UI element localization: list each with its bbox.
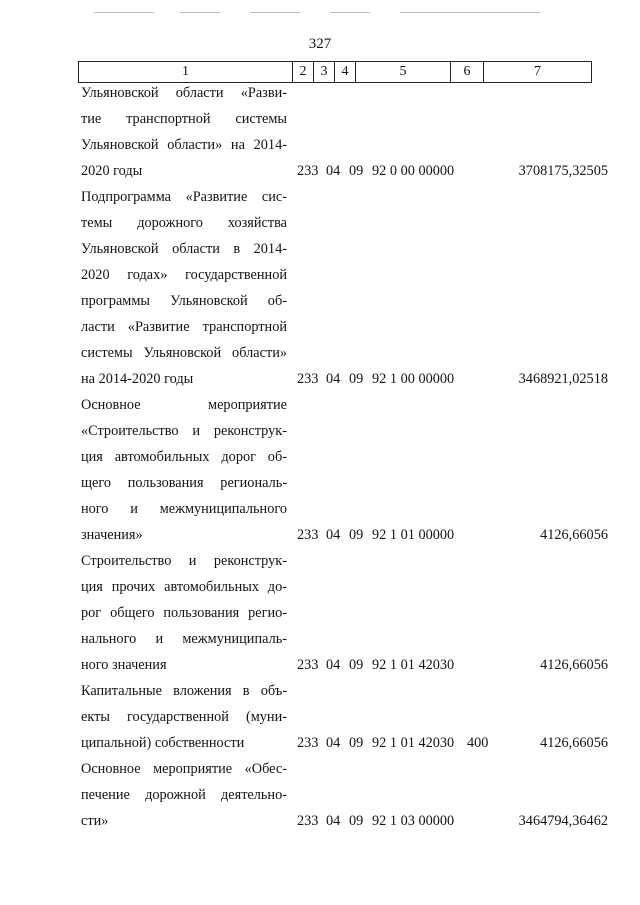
target-article-code: 92 1 00 00000	[372, 371, 455, 387]
section-code: 04	[326, 813, 341, 829]
amount: 3464794,36462	[518, 813, 608, 829]
target-article-code: 92 1 01 42030	[372, 735, 455, 751]
description-line: нального и межмуниципаль-	[81, 631, 287, 647]
description-line: системы Ульяновской области»	[81, 345, 287, 361]
description-line: рог общего пользования регио-	[81, 605, 287, 621]
description-line: на 2014-2020 годы	[81, 371, 194, 387]
admin-code: 233	[297, 527, 319, 543]
description-line: ного и межмуниципального	[81, 501, 287, 517]
table-row	[0, 756, 640, 834]
column-header-3: 3	[314, 62, 335, 83]
subsection-code: 09	[349, 813, 364, 829]
section-code: 04	[326, 163, 341, 179]
description-line: Капитальные вложения в объ-	[81, 683, 287, 699]
section-code: 04	[326, 371, 341, 387]
section-code: 04	[326, 657, 341, 673]
description-line: 2020 годах» государственной	[81, 267, 287, 283]
admin-code: 233	[297, 813, 319, 829]
description-line: значения»	[81, 527, 143, 543]
description-line: тие транспортной системы	[81, 111, 287, 127]
amount: 3468921,02518	[518, 371, 608, 387]
row-description	[81, 756, 287, 834]
target-article-code: 92 1 01 42030	[372, 657, 455, 673]
scan-artifact	[330, 12, 370, 13]
amount: 4126,66056	[540, 735, 608, 751]
amount: 4126,66056	[540, 657, 608, 673]
row-description	[81, 548, 287, 678]
amount: 3708175,32505	[518, 163, 608, 179]
description-line: Ульяновской области «Разви-	[81, 85, 287, 101]
description-line: Основное мероприятие	[81, 397, 287, 413]
subsection-code: 09	[349, 527, 364, 543]
admin-code: 233	[297, 735, 319, 751]
target-article-code: 92 0 00 00000	[372, 163, 455, 179]
amount: 4126,66056	[540, 527, 608, 543]
target-article-code: 92 1 01 00000	[372, 527, 455, 543]
subsection-code: 09	[349, 657, 364, 673]
description-line: 2020 годы	[81, 163, 143, 179]
row-description	[81, 678, 287, 756]
description-line: Ульяновской области в 2014-	[81, 241, 287, 257]
scan-artifact	[250, 12, 300, 13]
description-line: ного значения	[81, 657, 167, 673]
row-description	[81, 184, 287, 392]
expense-type-code: 400	[467, 735, 489, 751]
column-header-5: 5	[356, 62, 451, 83]
description-line: щего пользования региональ-	[81, 475, 287, 491]
column-header-6: 6	[451, 62, 484, 83]
description-line: Строительство и реконструк-	[81, 553, 287, 569]
subsection-code: 09	[349, 371, 364, 387]
column-header-7: 7	[484, 62, 592, 83]
section-code: 04	[326, 527, 341, 543]
table-row	[0, 80, 640, 184]
description-line: ция автомобильных дорог об-	[81, 449, 287, 465]
scan-artifact	[94, 12, 154, 13]
description-line: екты государственной (муни-	[81, 709, 287, 725]
description-line: темы дорожного хозяйства	[81, 215, 287, 231]
table-row	[0, 392, 640, 548]
subsection-code: 09	[349, 163, 364, 179]
column-header-2: 2	[293, 62, 314, 83]
target-article-code: 92 1 03 00000	[372, 813, 455, 829]
table-row	[0, 548, 640, 678]
admin-code: 233	[297, 371, 319, 387]
column-header-4: 4	[335, 62, 356, 83]
column-header-1: 1	[79, 62, 293, 83]
row-description	[81, 392, 287, 548]
admin-code: 233	[297, 657, 319, 673]
table-row	[0, 184, 640, 392]
description-line: печение дорожной деятельно-	[81, 787, 287, 803]
description-line: «Строительство и реконструк-	[81, 423, 287, 439]
admin-code: 233	[297, 163, 319, 179]
scan-artifact	[400, 12, 540, 13]
description-line: Ульяновской области» на 2014-	[81, 137, 287, 153]
description-line: ласти «Развитие транспортной	[81, 319, 287, 335]
description-line: ция прочих автомобильных до-	[81, 579, 287, 595]
description-line: Подпрограмма «Развитие сис-	[81, 189, 287, 205]
table-row	[0, 678, 640, 756]
subsection-code: 09	[349, 735, 364, 751]
description-line: ципальной) собственности	[81, 735, 245, 751]
section-code: 04	[326, 735, 341, 751]
description-line: Основное мероприятие «Обес-	[81, 761, 287, 777]
row-description	[81, 80, 287, 184]
description-line: сти»	[81, 813, 109, 829]
page-number: 327	[308, 36, 332, 52]
description-line: программы Ульяновской об-	[81, 293, 287, 309]
scan-artifact	[180, 12, 220, 13]
